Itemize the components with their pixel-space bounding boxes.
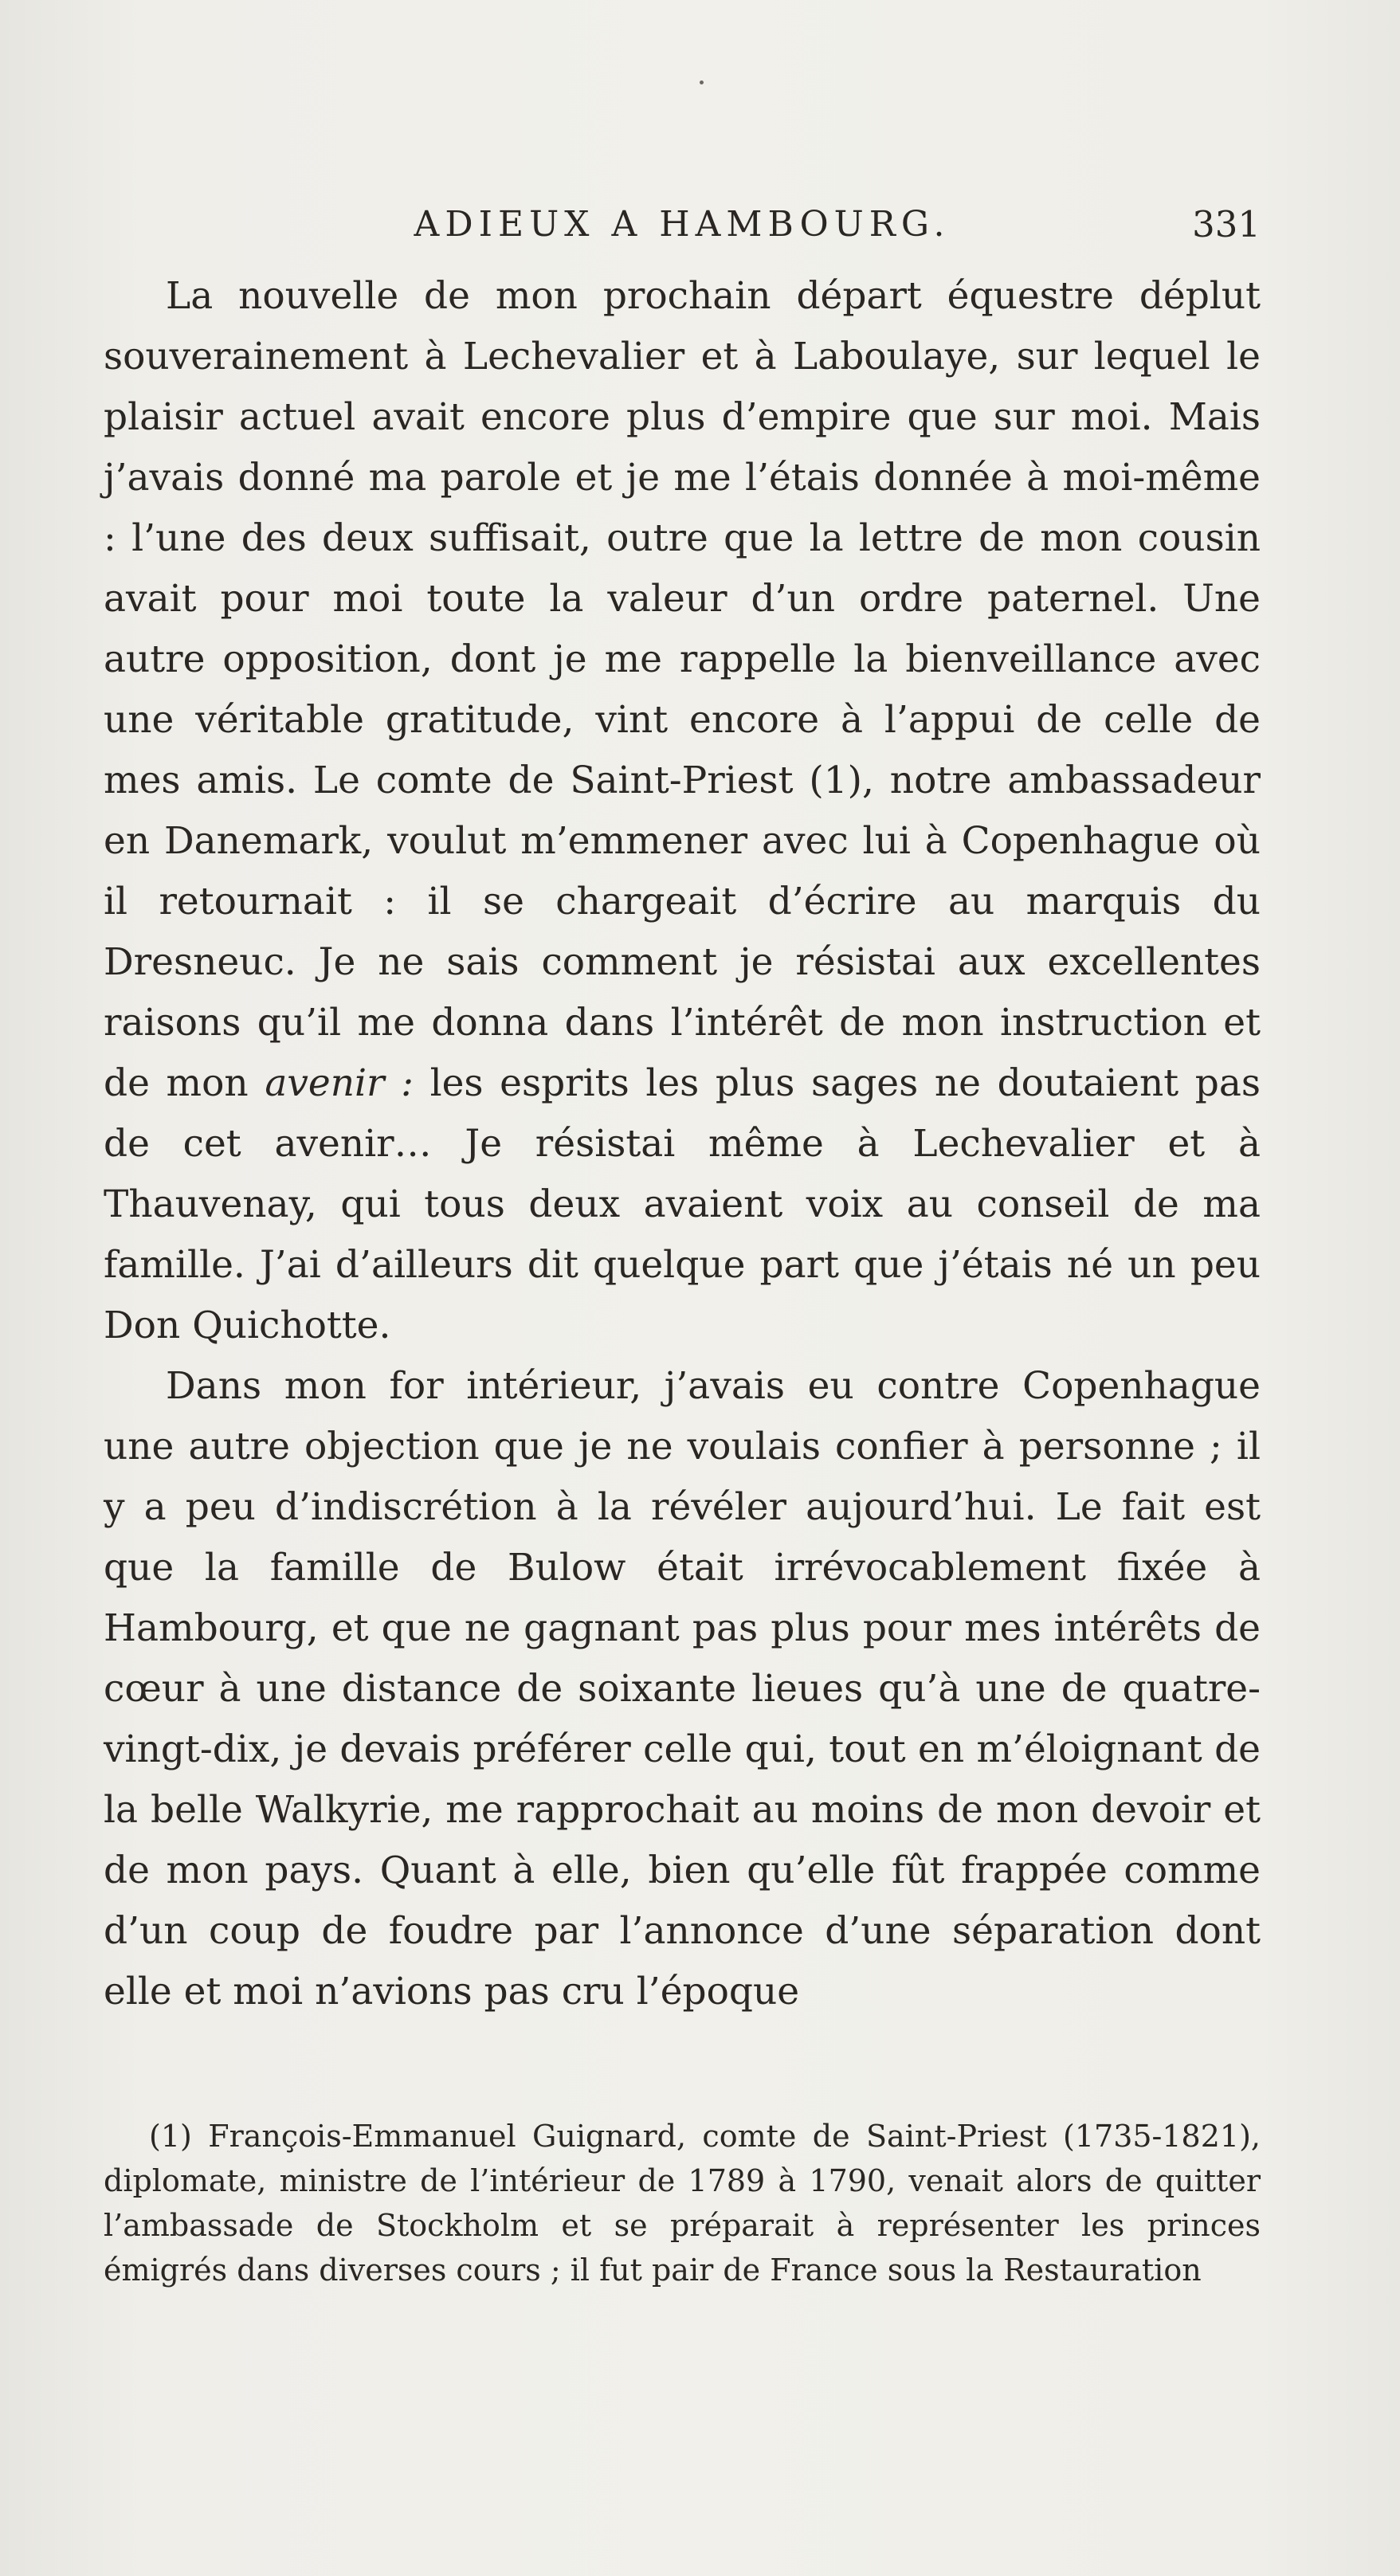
footnote: (1) François-Emmanuel Guignard, comte de Saint-Priest (1735-1821), diplomate, ministre de l’intérieur de 1789 à 1790, venait alors de quitter l’ambassade de Stockholm et se préparait à représenter les princes émigrés dans diverses cours ; il fut pair de France sous la Restauration [104,2119,1261,2288]
paragraph-1-text-start: La nouvelle de mon prochain départ équestre déplut souverainement à Lechevalier et à Laboulaye, sur lequel le plaisir actuel avait encore plus d’empire que sur moi. Mais j’avais donné ma parole et je me l’étais donnée à moi-même : l’une des deux suffisait, outre que la lettre de mon cousin avait pour moi toute la valeur d’un ordre paternel. Une autre opposition, dont je me rappelle la bienveillance avec une véritable gratitude, vint encore à l’appui de celle de mes amis. Le comte de Saint-Priest (1), notre ambassadeur en Danemark, voulut m’emmener avec lui à Copenhague où il retournait : il se chargeait d’écrire au marquis du Dresneuc. Je ne sais comment je résistai aux excellentes raisons qu’il me donna dans l’intérêt de mon instruction et de mon [104,274,1261,1105]
main-text [104,266,1261,2022]
paragraph-2: Dans mon for intérieur, j’avais eu contre Copenhague une autre objection que je ne voulais confier à personne ; il y a peu d’indiscrétion à la révéler aujourd’hui. Le fait est que la famille de Bulow était irrévocablement fixée à Hambourg, et que ne gagnant pas plus pour mes intérêts de cœur à une distance de soixante lieues qu’à une de quatre-vingt-dix, je devais préférer celle qui, tout en m’éloignant de la belle Walkyrie, me rapprochait au moins de mon devoir et de mon pays. Quant à elle, bien qu’elle fût frappée comme d’un coup de foudre par l’annonce d’une séparation dont elle et moi n’avions pas cru l’époque [104,1364,1261,2013]
ink-speck [700,80,704,84]
page-number: 331 [1192,203,1261,245]
italic-avenir: avenir : [265,1061,414,1105]
paragraph-1-text-end: les esprits les plus sages ne doutaient pas de cet avenir… Je résistai même à Lechevalier et à Thauvenay, qui tous deux avaient voix au conseil de ma famille. J’ai d’ailleurs dit quelque part que j’étais né un peu Don Quichotte. [104,1061,1261,1347]
paragraph-1 [104,266,1261,1356]
page-header [104,197,1261,253]
running-head: ADIEUX A HAMBOURG. [414,204,951,245]
